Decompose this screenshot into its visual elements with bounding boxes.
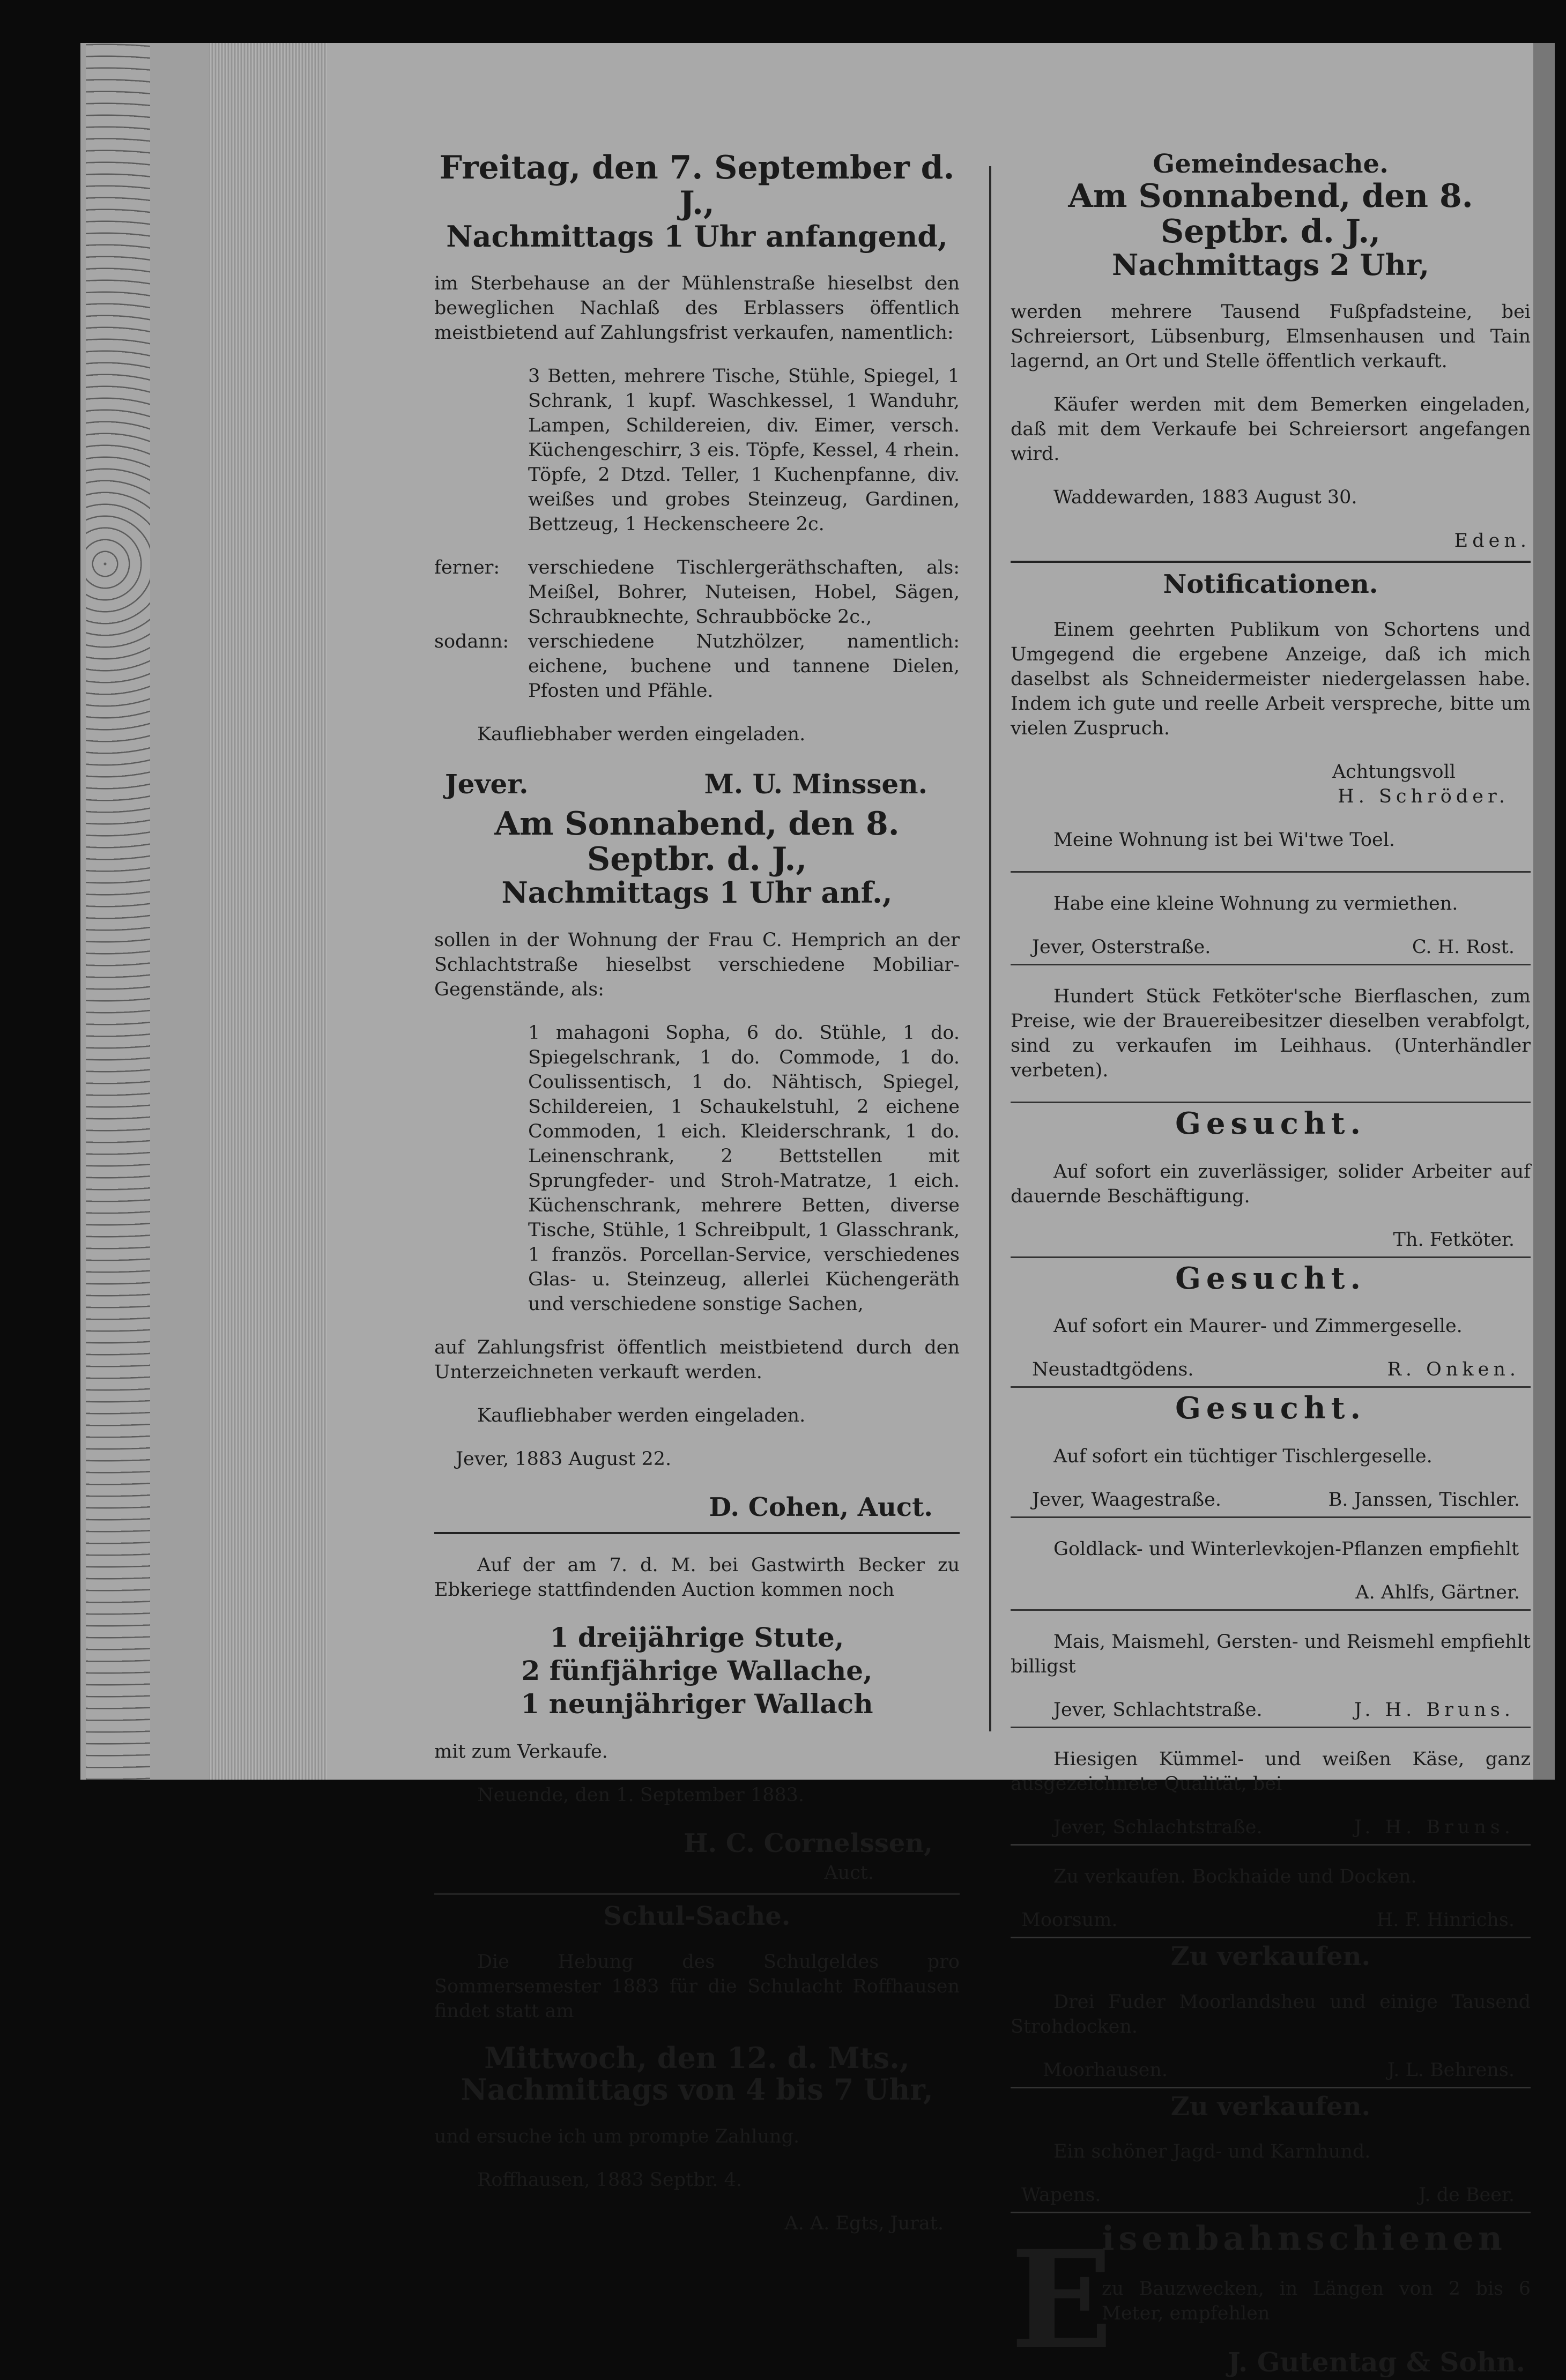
gesucht3-place: Jever, Waagestraße. [1032,1489,1221,1511]
docken-signer: H. F. Hinrichs. [1376,1909,1515,1931]
rule [1011,871,1531,873]
gesucht3-signer: B. Janssen, Tischler. [1328,1489,1520,1511]
column-divider [989,166,991,1731]
rule [1011,1102,1531,1103]
gesucht2-signer: R. Onken. [1387,1359,1520,1381]
wohnung-ad [1011,891,1531,960]
kaese-place: Jever, Schlachtstraße. [1053,1816,1263,1838]
rule [1011,1386,1531,1388]
rule [1011,1937,1531,1938]
notifications [1011,570,1531,852]
verk2-signer: J. de Beer. [1419,2184,1515,2206]
horses-outro: mit zum Verkaufe. [434,1741,608,1762]
gesucht1-heading: Gesucht. [1175,1105,1366,1141]
rule [434,1893,960,1895]
auction1-invite: Kaufliebhaber werden eingeladen. [477,724,806,746]
rule [1011,2087,1531,2088]
auction-notice-1 [434,150,960,803]
mais-signer: J. H. Bruns. [1354,1699,1515,1721]
horse-auction-notice [434,1553,960,1885]
horses-line3: 1 neunjähriger Wallach [521,1687,873,1720]
gemeinde-signer: Eden. [1454,530,1531,552]
gemeinde-body2: Käufer werden mit dem Bemerken eingeladen, daß mit dem Verkaufe bei Schreiersort angefangen wird. [1011,394,1531,465]
school-intro: Die Hebung des Schulgeldes pro Sommersemester 1883 für die Schulacht Roffhausen findet statt am [434,1951,960,2022]
speckled-edge [86,43,150,1780]
rule [1011,1516,1531,1518]
horses-intro: Auf der am 7. d. M. bei Gastwirth Becker zu Ebkeriege stattfindenden Auction kommen noch [434,1554,960,1601]
docken-ad [1011,1864,1531,1932]
verkaufen-2 [1011,2093,1531,2208]
kaese-signer: J. H. Bruns. [1354,1816,1515,1838]
verkaufen-1 [1011,1943,1531,2082]
gemeinde-notice [1011,150,1531,553]
gesucht-2 [1011,1262,1531,1382]
ad-signer: J. Gutentag & Sohn. [1228,2346,1525,2378]
gesucht3-text: Auf sofort ein tüchtiger Tischlergeselle. [1053,1445,1433,1467]
rule [1011,1256,1531,1258]
verk2-text: Ein schöner Jagd- und Karnhund. [1053,2141,1371,2163]
mais-sig [1011,1698,1531,1722]
verk2-place: Wapens. [1021,2184,1101,2206]
rule [1011,2212,1531,2213]
page-edges [209,43,327,1780]
auction1-time: Nachmittags 1 Uhr anfangend, [446,219,948,254]
notif-regards: Achtungsvoll [1332,761,1456,783]
gesucht2-text: Auf sofort ein Maurer- und Zimmergeselle. [1053,1315,1463,1337]
docken-sig [1011,1908,1531,1932]
mais-text: Mais, Maismehl, Gersten- und Reismehl empfiehlt billigst [1011,1631,1531,1677]
verk1-place: Moorhausen. [1043,2059,1168,2081]
wohnung-text: Habe eine kleine Wohnung zu vermiethen. [1053,892,1458,914]
ad-body [1102,2219,1531,2380]
gesucht2-heading: Gesucht. [1175,1260,1366,1296]
right-column [1011,149,1531,2378]
auction1-signature [434,765,960,803]
rule [1011,561,1531,563]
gesucht-3 [1011,1392,1531,1512]
auction-notice-2 [434,806,960,1524]
mais-place: Jever, Schlachtstraße. [1053,1699,1263,1721]
horses-line1: 1 dreijährige Stute, [550,1621,844,1653]
rule [1011,1844,1531,1846]
auction2-dateline: Jever, 1883 August 22. [456,1448,672,1470]
rule [1011,1727,1531,1728]
flaschen-ad: Hundert Stück Fetköter'sche Bierflaschen, zum Preise, wie der Brauereibesitzer dieselben verabfolgt, sind zu verkaufen im Leihhaus. (Unterhändler verbeten). [1011,985,1531,1081]
gemeinde-time: Nachmittags 2 Uhr, [1111,247,1430,282]
kaese-text: Hiesigen Kümmel- und weißen Käse, ganz ausgezeichnete Qualität, bei [1011,1748,1531,1795]
rule [434,1532,960,1534]
school-dateline: Roffhausen, 1883 Septbr. 4. [477,2169,742,2191]
notif-signer: H. Schröder. [1338,785,1509,807]
ad-initial-letter: E [1011,2220,1113,2378]
school-notice [434,1902,960,2236]
gemeinde-heading: Gemeindesache. [1153,149,1389,179]
kaese-sig [1011,1815,1531,1840]
school-signer: A. A. Egts, Jurat. [784,2213,944,2235]
notif-heading: Notificationen. [1163,569,1378,600]
gesucht3-sig [1011,1488,1531,1512]
notif-note: Meine Wohnung ist bei Wi'twe Toel. [1053,829,1396,851]
auction2-signer: D. Cohen, Auct. [709,1492,933,1522]
gemeinde-date: Am Sonnabend, den 8. Septbr. d. J., [1068,177,1473,250]
auction1-signer: M. U. Minssen. [704,768,927,800]
verk1-signer: J. L. Behrens. [1387,2059,1515,2081]
ad-text: zu Bauzwecken, in Längen von 2 bis 6 Meter, empfehlen [1102,2278,1531,2325]
sodann-text: verschiedene Nutzhölzer, namentlich: eichene, buchene und tannene Dielen, Pfosten und Pfähle. [528,631,960,702]
auction2-date: Am Sonnabend, den 8. Septbr. d. J., [494,805,900,879]
gesucht1-signer: Th. Fetköter. [1393,1229,1515,1251]
ad-title: isenbahnschienen [1102,2219,1506,2258]
horses-signer: H. C. Cornelssen, [684,1828,933,1858]
gemeinde-dateline: Waddewarden, 1883 August 30. [1053,487,1357,509]
gesucht2-sig [1011,1357,1531,1382]
ferner-text: verschiedene Tischlergeräthschaften, als: Meißel, Bohrer, Nuteisen, Hobel, Sägen, Schraubknechte, Schraubböcke 2c., [528,557,960,628]
left-column [434,149,960,2235]
verk1-heading: Zu verkaufen. [1170,1941,1371,1972]
goldlack-ad [1011,1537,1531,1605]
school-heading: Schul-Sache. [603,1901,791,1931]
school-time: Nachmittags von 4 bis 7 Uhr, [461,2072,933,2107]
verk1-text: Drei Fuder Moorlandsheu und einige Tausend Strohdocken. [1011,1991,1531,2037]
goldlack-signer: A. Ahlfs, Gärtner. [1355,1581,1520,1603]
ferner-label: ferner: [434,557,500,579]
verk1-sig [1011,2058,1531,2082]
kaese-ad [1011,1747,1531,1840]
goldlack-text: Goldlack- und Winterlevkojen-Pflanzen empfiehlt [1053,1538,1519,1560]
auction2-items: 1 mahagoni Sopha, 6 do. Stühle, 1 do. Spiegelschrank, 1 do. Commode, 1 do. Coulissentisch, 1 do. Nähtisch, Spiegel, Schildereien, 1 Schaukelstuhl, 2 eichene Commoden, 1 eich. Kleiderschrank, 1 do. Leinenschrank, 2 Bettstellen mit Sprungfeder- und Stroh-Matratze, 1 eich. Küchenschrank, mehrere Betten, diverse Tische, Stühle, 1 Schreibpult, 1 Glasschrank, 1 französ. Porcellan-Service, verschiedenes Glas- u. Steinzeug, allerlei Küchengeräth und verschiedene sonstige Sachen, [528,1022,960,1315]
horses-line2: 2 fünfjährige Wallache, [521,1654,873,1686]
auction2-outro: auf Zahlungsfrist öffentlich meistbietend durch den Unterzeichneten verkauft werden. [434,1336,960,1383]
horses-title: Auct. [824,1862,874,1884]
horses-dateline: Neuende, den 1. September 1883. [477,1784,805,1806]
wohnung-place: Jever, Osterstraße. [1032,936,1211,958]
mais-ad [1011,1630,1531,1722]
auction2-intro: sollen in der Wohnung der Frau C. Hemprich an der Schlachtstraße hieselbst verschiedene Mobiliar-Gegenstände, als: [434,929,960,1000]
auction2-time: Nachmittags 1 Uhr anf., [501,875,893,910]
auction1-items: 3 Betten, mehrere Tische, Stühle, Spiegel, 1 Schrank, 1 kupf. Waschkessel, 1 Wanduhr, Lampen, Schildereien, div. Eimer, versch. Küchengeschirr, 3 eis. Töpfe, Kessel, 4 rhein. Töpfe, 2 Dtzd. Teller, 1 Kuchenpfanne, div. weißes und grobes Steinzeug, Gardinen, Bettzeug, 1 Heckenscheere 2c. [528,366,960,536]
wohnung-sig [1011,935,1531,960]
wohnung-signer: C. H. Rost. [1412,936,1515,958]
verk2-sig [1011,2183,1531,2207]
gesucht-1 [1011,1107,1531,1252]
auction1-place: Jever. [445,768,529,800]
gemeinde-body: werden mehrere Tausend Fußpfadsteine, bei Schreiersort, Lübsenburg, Elmsenhausen und Tain lagernd, an Ort und Stelle öffentlich verkauft. [1011,301,1531,373]
eisenbahnschienen-ad [1011,2219,1531,2380]
school-outro: und ersuche ich um prompte Zahlung. [434,2126,800,2148]
school-date: Mittwoch, den 12. d. Mts., [484,2040,910,2075]
rule [1011,1609,1531,1611]
rule [1011,964,1531,965]
auction2-invite: Kaufliebhaber werden eingeladen. [477,1404,806,1426]
gesucht2-place: Neustadtgödens. [1032,1359,1194,1381]
auction1-intro: im Sterbehause an der Mühlenstraße hieselbst den beweglichen Nachlaß des Erblassers öffentlich meistbietend auf Zahlungsfrist verkaufen, namentlich: [434,273,960,344]
gesucht1-text: Auf sofort ein zuverlässiger, solider Arbeiter auf dauernde Beschäftigung. [1011,1161,1531,1207]
auction1-ferner [434,555,960,629]
sodann-label: sodann: [434,631,509,653]
verk2-heading: Zu verkaufen. [1170,2091,1371,2122]
book-spine-edge [80,43,327,1780]
gesucht3-heading: Gesucht. [1175,1390,1366,1426]
auction1-date: Freitag, den 7. September d. J., [439,149,955,222]
next-page-edge [1533,43,1555,1780]
docken-text: Zu verkaufen. Bockhaide und Docken. [1053,1865,1417,1887]
notif-body: Einem geehrten Publikum von Schortens und Umgegend die ergebene Anzeige, daß ich mich daselbst als Schneidermeister niedergelassen habe. Indem ich gute und reelle Arbeit verspreche, bitte um vielen Zuspruch. [1011,619,1531,739]
auction1-sodann [434,629,960,703]
docken-place: Moorsum. [1021,1909,1118,1931]
